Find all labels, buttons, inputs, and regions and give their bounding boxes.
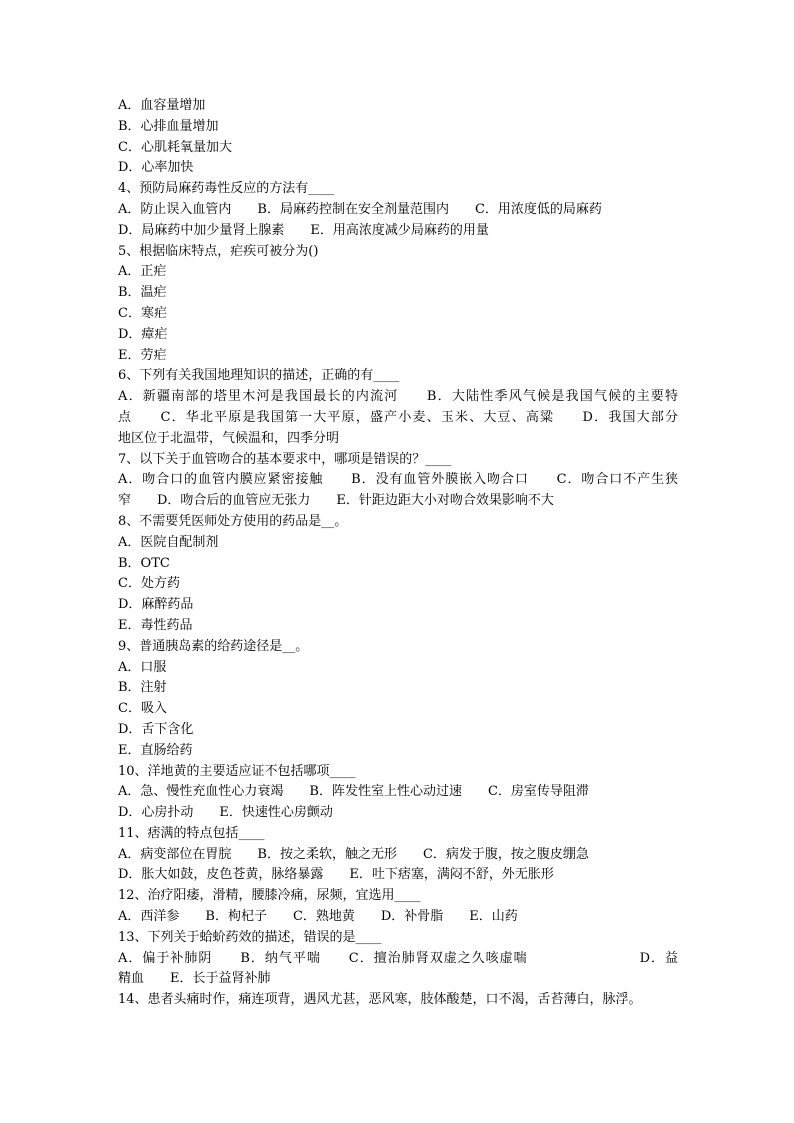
text-line: E．直肠给药 [118,742,193,758]
text-line: 5、根据临床特点，疟疾可被分为() [118,243,319,259]
text-line: A．吻合口的血管内膜应紧密接触 B．没有血管外膜嵌入吻合口 C．吻合口不产生狭 [118,472,678,488]
text-line: A．新疆南部的塔里木河是我国最长的内流河 B．大陆性季风气候是我国气候的主要特 [118,389,678,405]
text-line: E．毒性药品 [118,617,193,633]
text-line: C．吸入 [118,701,167,717]
text-line: 窄 D．吻合后的血管应无张力 E．针距边距大小对吻合效果影响不大 [118,493,554,509]
text-line: D．心率加快 [118,160,194,176]
text-line: 10、洋地黄的主要适应证不包括哪项____ [118,763,356,779]
text-line: E．劳疟 [118,347,167,363]
text-line: B．心排血量增加 [118,118,219,134]
text-line: C．处方药 [118,576,180,592]
text-line: 13、下列关于蛤蚧药效的描述，错误的是____ [118,929,382,945]
text-line: C．心肌耗氧量加大 [118,139,232,155]
text-line: A．口服 [118,659,167,675]
text-line: D．胀大如鼓，皮色苍黄，脉络暴露 E．吐下痞塞，满闷不舒，外无胀形 [118,867,554,883]
text-line: 地区位于北温带，气候温和，四季分明 [118,430,340,446]
text-line: D．舌下含化 [118,721,194,737]
text-line: 4、预防局麻药毒性反应的方法有____ [118,181,335,197]
text-line: A．病变部位在胃脘 B．按之柔软，触之无形 C．病发于腹，按之腹皮绷急 [118,846,589,862]
text-line: 14、患者头痛时作，痛连项背，遇风尤甚，恶风寒，肢体酸楚，口不渴，舌苔薄白，脉浮。 [118,992,642,1008]
document-page [118,96,678,1011]
text-line: A．防止误入血管内 B．局麻药控制在安全剂量范围内 C．用浓度低的局麻药 [118,201,602,217]
text-line: D．麻醉药品 [118,597,194,613]
text-line: 12、治疗阳痿，滑精，腰膝冷痛，尿频，宜选用____ [118,888,421,904]
text-line: B．OTC [118,555,170,571]
text-line: A．西洋参 B．枸杞子 C．熟地黄 D．补骨脂 E．山药 [118,909,518,925]
text-line: A．医院自配制剂 [118,534,219,550]
text-line: A．偏于补肺阴 B．纳气平喘 C．擅治肺肾双虚之久咳虚喘 D．益 [118,950,678,966]
text-line: 11、痞满的特点包括____ [118,825,265,841]
text-line: B．温疟 [118,285,167,301]
text-line: 精血 E．长于益肾补肺 [118,971,271,987]
text-line: D．局麻药中加少量肾上腺素 E．用高浓度减少局麻药的用量 [118,222,489,238]
text-line: 9、普通胰岛素的给药途径是__。 [118,638,309,654]
text-line: D．心房扑动 E．快速性心房颤动 [118,805,333,821]
text-line: 7、以下关于血管吻合的基本要求中，哪项是错误的？____ [118,451,452,467]
text-line: A．正疟 [118,264,167,280]
text-line: B．注射 [118,680,167,696]
text-line: 6、下列有关我国地理知识的描述，正确的有____ [118,368,400,384]
text-line: A．急、慢性充血性心力衰竭 B．阵发性室上性心动过速 C．房室传导阻滞 [118,784,589,800]
text-line: A．血容量增加 [118,98,206,113]
text-line: C．寒疟 [118,305,167,321]
text-line: 8、不需要凭医师处方使用的药品是__。 [118,513,348,529]
text-line: 点 C．华北平原是我国第一大平原，盛产小麦、玉米、大豆、高粱 D．我国大部分 [118,409,678,425]
text-line: D．瘴疟 [118,326,168,342]
